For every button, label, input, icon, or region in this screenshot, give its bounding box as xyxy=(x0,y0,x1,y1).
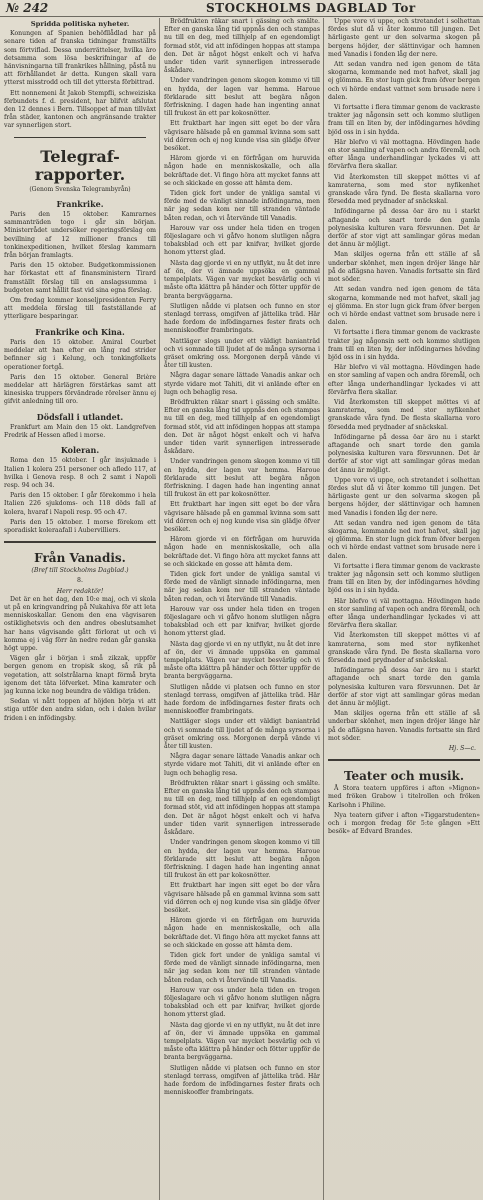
article-paragraph: Frankfurt am Main den 15 okt. Landgrefven Fredrik af Hessen afled i morse. xyxy=(4,423,156,439)
column-rule-right xyxy=(323,18,324,1200)
article-paragraph: Ett nonnemeni åt Jakob Stempfli, schweiziska förbundets f. d. president, har blifvit afslutat den 12 dennes i Bern. Tillsoppet af man tillväxt från städer, kantonen och angränsande trakter var synnerligen stort. xyxy=(4,89,156,130)
article-paragraph: Några dagar senare lättade Vanadis ankar och styrde vidare mot Tahiti, dit vi anlände efter en lugn och behaglig resa. xyxy=(164,753,320,777)
signature: Hj. S—c. xyxy=(448,745,476,753)
letter-heading: Från Vanadis. xyxy=(34,551,126,566)
article-paragraph: Infödingarne på dessa öar äro nu i starkt aftagande och snart torde den gamla polynesiska kulturen vara försvunnen. Det är derför af stor vigt att samlingar göras medan det ännu är möjligt. xyxy=(328,667,480,708)
article-paragraph: Harouw var oss under hela tiden en trogen följeslagare och vi gåfvo honom slutligen några tobaksblad och ett par knifvar, hvilket gjorde honom ytterst glad. xyxy=(164,605,320,638)
letter-number: 8. xyxy=(77,577,83,585)
politics-heading: Spridda politiska nyheter. xyxy=(30,20,130,28)
column-middle xyxy=(164,18,320,1200)
article-paragraph: Här blefvo vi väl mottagna. Hövdingen hade en stor samling af vapen och andra föremål, och efter långa underhandlingar lyckades vi att förvärfva flera skallar. xyxy=(328,364,480,396)
article-paragraph: Å Stora teatern uppföres i afton »Mignon» med fröken Grabow i titelrollen och fröken Karlsohn i Philine. xyxy=(328,785,480,809)
article-paragraph: Infödingarne på dessa öar äro nu i starkt aftagande och snart torde den gamla polynesiska kulturen vara försvunnen. Det är derför af stor vigt att samlingar göras medan det ännu är möjligt. xyxy=(328,433,480,474)
article-paragraph: Slutligen nådde vi platsen och funno en stor stenlagd terrass, omgifven af jättelika träd. Här hade fordom de infödingarnes fester firats och menniskooffer frambringats. xyxy=(164,1064,320,1097)
article-paragraph: Man skiljes ogerna från ett ställe af så underbar skönhet, men ingen dröjer länge här på de aflägsna haven. Vanadis fortsatte sin färd mot söder. xyxy=(328,710,480,742)
article-paragraph: Under vandringen genom skogen kommo vi till en hydda, der lagen var hemma. Haroue förklarade sitt beslut att begära någon förfriskning. I dagen hade han ingenting annat till frukost än ett par kokosnötter. xyxy=(164,458,320,499)
divider xyxy=(14,137,146,138)
article-paragraph: Här blefvo vi väl mottagna. Hövdingen hade en stor samling af vapen och andra föremål, och efter långa underhandlingar lyckades vi att förvärfva flera skallar. xyxy=(328,138,480,171)
article-paragraph: Uppe vore vi uppe, och stretandet i solhettan fördes slut då vi åter kommo till jungen. Det härligaste gent ur den solvarma skogen på bergens höjder, der slättinvigar och hamnen med Vanadis i fonden låg der nere. xyxy=(328,18,480,58)
paper-name: STOCKHOLMS DAGBLAD Tor xyxy=(206,1,416,15)
article-paragraph: Härom gjorde vi en förfrågan om huruvida någon hade en menniskoskalle, och alla bekräftade det. Vi fingo höra att mycket fanns att se och skickade en gosse att hämta dem. xyxy=(164,536,320,568)
article-paragraph: Uppe vore vi uppe, och stretandet i solhettan fördes slut då vi åter kommo till jungen. Det härligaste gent ur den solvarma skogen på bergens höjder, der slättinvigar och hamnen med Vanadis i fonden låg der nere. xyxy=(328,476,480,517)
section-heading-frankrike: Frankrike. xyxy=(56,198,104,209)
article-paragraph: Nya teatern gifver i afton »Tiggarstudenten» och i morgon fredag för 5:te gången »Ett besök» af Edvard Brandes. xyxy=(328,811,480,836)
article-paragraph: Sedan vi nått toppen af höjden börja vi att stiga utför den andra sidan, och i dalen hvilar friden i en infödingsby. xyxy=(4,698,156,722)
article-paragraph: Nattläger slogs under ett väldigt banianträd och vi somnade till ljudet af de många syrsorna i gräset omkring oss. Morgonen derpå vände vi åter till kusten. xyxy=(164,337,320,370)
article-paragraph: Vägen går i början i små zikzak, uppför bergen genom en tropisk skog, så rik på vegetation, att solstrålarna knapt förmå bryta igenom det täta löfverket. Mina kamrater och jag kunna icke nog beundra de väldiga träden. xyxy=(4,655,156,695)
article-paragraph: Roma den 15 oktober. I går insjuknade i Italien 1 kolera 251 personer och afledo 117, af hvilka i Genova resp. 8 och 2 samt i Napoli resp. 94 och 34. xyxy=(4,457,156,489)
article-paragraph: Nästa dag gjorde vi en ny utflykt, nu åt det inre af ön, der vi ämnade uppsöka en gammal tempelplats. Vägen var mycket besvärlig och vi måste ofta klättra på händer och fötter uppför de branta bergväggarna. xyxy=(164,640,320,681)
article-paragraph: Ett fruktbart har ingen sitt eget bo der våra vägvisare hälsade på en gammal kvinna som satt vid dörren och ej nog kunde visa sin glädje öfver besöket. xyxy=(164,120,320,153)
article-paragraph: Vi fortsatte i flera timmar genom de vackraste trakter jag någonsin sett och kommo slutligen fram till en liten by, der infödingarnes hövding bjöd oss in i sin hydda. xyxy=(328,562,480,595)
article-paragraph: Vid återkomsten till skeppet möttes vi af kamraterna, som med stor nyfikenhet granskade våra fynd. De flesta skallarna voro försedda med prydnader af snäckskal. xyxy=(328,632,480,665)
article-paragraph: Det är en het dag, den 10:e maj, och vi skola ut på en kringvandring på Nukahiva för att leta menniskoskallar. Genom den ena vägvisaren ostiklighetsvis och den andres obeslutsamhet har hans vägvisande gått förlorat ut och vi komma ej i väg förr än nedre redan går ganska högt uppe. xyxy=(4,595,156,652)
letter-subtitle: (Bref till Stockholms Dagblad.) xyxy=(31,567,129,575)
article-paragraph: Paris den 15 oktober. I går förekommo i hela Italien 226 sjukdoms- och 118 döds fall af kolera, hvaraf i Napoli resp. 95 och 47. xyxy=(4,492,156,516)
article-paragraph: Brödfrukten räkar snart i gässing och smälte. Efter en ganska lång tid uppnås den och stampas nu till en deg, med tillhjelp af en egendomligt formad stöt, vid att infödingen hoppas att stampa den. Det är något högst enkelt och vi hafva under tiden varit synnerligen intresserade åskådare. xyxy=(164,779,320,837)
article-paragraph: Vi fortsatte i flera timmar genom de vackraste trakter jag någonsin sett och kommo slutligen fram till en liten by, der infödingarnes hövding bjöd oss in i sin hydda. xyxy=(328,329,480,361)
article-paragraph: Att sedan vandra ned igen genom de täta skogarna, kommande ned mot hafvet, skall jag ej glömma. En stor lugn gick fram öfver bergen och vi hörde endast vattnet som brusade nere i dalen. xyxy=(328,519,480,560)
article-paragraph: Konungen af Spanien behöfllådlad har på senare tiden af franska tidningar framställts som förtviflad. Dessa underrättelser, hvilka äro detsamma som lösa beskrifningar af de hänvisningarna till frankrikes hållning, påstå nu att förhållandet är detta. Kungen skall vara ytterst misstrodd och till det yttersta förbittrad. xyxy=(4,30,156,87)
article-paragraph: Infödingarne på dessa öar äro nu i starkt aftagande och snart torde den gamla polynesiska kulturen vara försvunnen. Det är derför af stor vigt att samlingar göras medan det ännu är möjligt. xyxy=(328,208,480,249)
section-heading-koleran: Koleran. xyxy=(60,445,100,456)
article-paragraph: Brödfrukten räkar snart i gässing och smälte. Efter en ganska lång tid uppnås den och stampas nu till en deg, med tillhjelp af en egendomligt formad stöt, vid att infödingen hoppas att stampa den. Det är något högst enkelt och vi hafva under tiden varit synnerligen intresserade åskådare. xyxy=(164,18,320,75)
section-heading-dodsfall: Dödsfall i utlandet. xyxy=(36,411,124,422)
article-paragraph: Slutligen nådde vi platsen och funno en stor stenlagd terrass, omgifven af jättelika träd. Här hade fordom de infödingarnes fester firats och menniskooffer frambringats. xyxy=(164,683,320,716)
article-paragraph: Härom gjorde vi en förfrågan om huruvida någon hade en menniskoskalle, och alla bekräftade det. Vi fingo höra att mycket fanns att se och skickade en gosse att hämta dem. xyxy=(164,155,320,187)
article-paragraph: Att sedan vandra ned igen genom de täta skogarna, kommande ned mot hafvet, skall jag ej glömma. En stor lugn gick fram öfver bergen och vi hörde endast vattnet som brusade nere i dalen. xyxy=(328,286,480,327)
article-paragraph: Under vandringen genom skogen kommo vi till en hydda, der lagen var hemma. Haroue förklarade sitt beslut att begära någon förfriskning. I dagen hade han ingenting annat till frukost än ett par kokosnötter. xyxy=(164,77,320,118)
article-paragraph: Tiden gick fort under de ynkliga samtal vi förde med de vänligt sinnade infödingarna, men när jag sedan kom ner till stranden väntade båten redan, och vi återvände till Vanadis. xyxy=(164,190,320,222)
article-paragraph: Harouw var oss under hela tiden en trogen följeslagare och vi gåfvo honom slutligen några tobaksblad och ett par knifvar, hvilket gjorde honom ytterst glad. xyxy=(164,224,320,257)
article-paragraph: Paris den 15 oktober. Budgetkommissionen har förkastat ett af finansministern Tirard framställt förslag till en anslagssumma i budgeten samt hållit fast vid sina egna förslag. xyxy=(4,262,156,294)
article-paragraph: Brödfrukten räkar snart i gässing och smälte. Efter en ganska lång tid uppnås den och stampas nu till en deg, med tillhjelp af en egendomligt formad stöt, vid att infödingen hoppas att stampa den. Det är något högst enkelt och vi hafva under tiden varit synnerligen intresserade åskådare. xyxy=(164,398,320,456)
article-paragraph: Tiden gick fort under de ynkliga samtal vi förde med de vänligt sinnade infödingarna, men när jag sedan kom ner till stranden väntade båten redan, och vi återvände till Vanadis. xyxy=(164,951,320,984)
article-paragraph: Tiden gick fort under de ynkliga samtal vi förde med de vänligt sinnade infödingarna, men när jag sedan kom ner till stranden väntade båten redan, och vi återvände till Vanadis. xyxy=(164,571,320,603)
article-paragraph: Härom gjorde vi en förfrågan om huruvida någon hade en menniskoskalle, och alla bekräftade det. Vi fingo höra att mycket fanns att se och skickade en gosse att hämta dem. xyxy=(164,917,320,949)
divider-thick xyxy=(328,759,480,761)
article-paragraph: Nästa dag gjorde vi en ny utflykt, nu åt det inre af ön, der vi ämnade uppsöka en gammal tempelplats. Vägen var mycket besvärlig och vi måste ofta klättra på händer och fötter uppför de branta bergväggarna. xyxy=(164,1021,320,1062)
article-paragraph: Att sedan vandra ned igen genom de täta skogarna, kommande ned mot hafvet, skall jag ej glömma. En stor lugn gick fram öfver bergen och vi hörde endast vattnet som brusade nere i dalen. xyxy=(328,61,480,101)
article-paragraph: Paris den 15 oktober. I morse förekom ett sporadiskt koleraafall i Aubervilliers. xyxy=(4,518,156,534)
article-paragraph: Nattläger slogs under ett väldigt banianträd och vi somnade till ljudet af de många syrsorna i gräset omkring oss. Morgonen derpå vände vi åter till kusten. xyxy=(164,718,320,751)
article-paragraph: Om fredag kommer konseljpresidenten Ferry att meddela förslag till fastställande af ytterligare besparingar. xyxy=(4,297,156,321)
article-paragraph: Paris den 15 oktober. Amiral Courbet meddelar att han efter en lång rad strider befinner sig i Kelung, och tonkingfolkets operationer fortgå. xyxy=(4,338,156,371)
column-rule-left xyxy=(159,18,160,1200)
article-paragraph: Slutligen nådde vi platsen och funno en stor stenlagd terrass, omgifven af jättelika träd. Här hade fordom de infödingarnes fester firats och menniskooffer frambringats. xyxy=(164,302,320,335)
article-paragraph: Harouw var oss under hela tiden en trogen följeslagare och vi gåfvo honom slutligen några tobaksblad och ett par knifvar, hvilket gjorde honom ytterst glad. xyxy=(164,986,320,1019)
article-paragraph: Vid återkomsten till skeppet möttes vi af kamraterna, som med stor nyfikenhet granskade våra fynd. De flesta skallarna voro försedda med prydnader af snäckskal. xyxy=(328,398,480,431)
article-paragraph: Vid återkomsten till skeppet möttes vi af kamraterna, som med stor nyfikenhet granskade våra fynd. De flesta skallarna voro försedda med prydnader af snäckskal. xyxy=(328,173,480,206)
article-paragraph: Paris den 15 oktober. General Brière meddelar att härlägren förstärkas samt att kinesiska truppers förvändrade rörelser ännu ej gifvit anledning till oro. xyxy=(4,373,156,406)
teater-heading: Teater och musik. xyxy=(343,769,465,784)
article-paragraph: Under vandringen genom skogen kommo vi till en hydda, der lagen var hemma. Haroue förklarade sitt beslut att begära någon förfriskning. I dagen hade han ingenting annat till frukost än ett par kokosnötter. xyxy=(164,839,320,880)
divider-thick xyxy=(4,541,156,543)
article-paragraph: Ett fruktbart har ingen sitt eget bo der våra vägvisare hälsade på en gammal kvinna som satt vid dörren och ej nog kunde visa sin glädje öfver besöket. xyxy=(164,501,320,533)
column-left xyxy=(4,18,156,1200)
article-paragraph: Ett fruktbart har ingen sitt eget bo der våra vägvisare hälsade på en gammal kvinna som satt vid dörren och ej nog kunde visa sin glädje öfver besöket. xyxy=(164,882,320,914)
section-heading-kina: Frankrike och Kina. xyxy=(35,326,125,337)
article-paragraph: Några dagar senare lättade Vanadis ankar och styrde vidare mot Tahiti, dit vi anlände efter en lugn och behaglig resa. xyxy=(164,372,320,396)
article-paragraph: Vi fortsatte i flera timmar genom de vackraste trakter jag någonsin sett och kommo slutligen fram till en liten by, der infödingarnes hövding bjöd oss in i sin hydda. xyxy=(328,104,480,136)
telegraf-heading: Telegraf-rapporter. xyxy=(34,146,126,184)
column-right xyxy=(328,18,480,1200)
article-paragraph: Man skiljes ogerna från ett ställe af så underbar skönhet, men ingen dröjer länge här på de aflägsna haven. Vanadis fortsatte sin färd mot söder. xyxy=(328,251,480,284)
masthead xyxy=(0,0,483,17)
letter-greeting: Herr redaktör! xyxy=(56,587,104,595)
article-paragraph: Nästa dag gjorde vi en ny utflykt, nu åt det inre af ön, der vi ämnade uppsöka en gammal tempelplats. Vägen var mycket besvärlig och vi måste ofta klättra på händer och fötter uppför de branta bergväggarna. xyxy=(164,259,320,300)
article-paragraph: Här blefvo vi väl mottagna. Hövdingen hade en stor samling af vapen och andra föremål, och efter långa underhandlingar lyckades vi att förvärfva flera skallar. xyxy=(328,597,480,630)
article-paragraph: Paris den 15 oktober. Kamrarnes sammanträden togo i går sin början. Ministerrådet undersöker regeringsförslag om bevillning af 12 millioner francs till tonkinexpeditionen, hvilket förslag kammarn från början framlagts. xyxy=(4,211,156,260)
telegraf-subtitle: (Genom Svenska Telegrambyrån) xyxy=(29,185,131,193)
issue-number: № 242 xyxy=(6,1,49,15)
